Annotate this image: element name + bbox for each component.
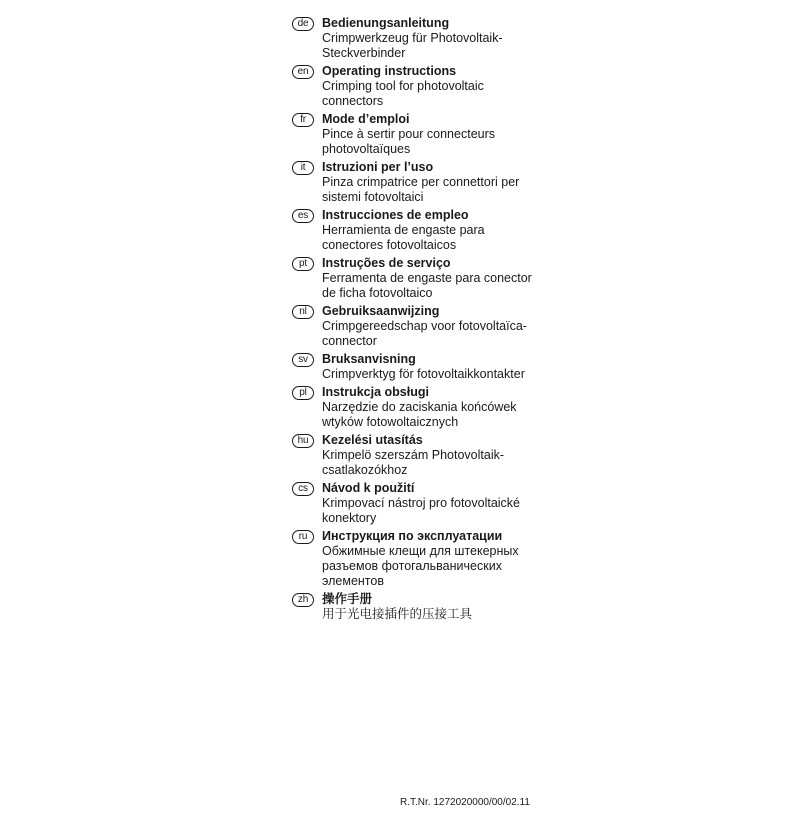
language-list: [292, 16, 552, 625]
language-title: Gebruiksaanwijzing: [322, 304, 440, 318]
language-title: Kezelési utasítás: [322, 433, 423, 447]
language-description: Обжимные клещи для штекерных разъемов фотогальванических элементов: [322, 544, 519, 588]
document-reference-number: R.T.Nr. 1272020000/00/02.11: [400, 797, 530, 808]
language-entry-es: [292, 208, 552, 253]
language-description: Crimpgereedschap voor fotovoltaïca-connector: [322, 319, 527, 348]
language-title: Istruzioni per l’uso: [322, 160, 434, 174]
language-description: 用于光电接插件的压接工具: [322, 607, 473, 621]
language-code-badge: es: [292, 209, 314, 223]
language-entry-pt: [292, 256, 552, 301]
language-description: Herramienta de engaste para conectores fotovoltaicos: [322, 223, 485, 252]
language-title: Návod k použití: [322, 481, 415, 495]
language-code-badge: sv: [292, 353, 314, 367]
language-entry-cs: [292, 481, 552, 526]
language-entry-de: [292, 16, 552, 61]
language-title: Инструкция по эксплуатации: [322, 529, 503, 543]
language-code-badge: fr: [292, 113, 314, 127]
language-description: Pince à sertir pour connecteurs photovoltaïques: [322, 127, 496, 156]
language-title: Bruksanvisning: [322, 352, 416, 366]
language-code-badge: it: [292, 161, 314, 175]
language-title: Instrukcja obsługi: [322, 385, 429, 399]
language-title: Instruções de serviço: [322, 256, 451, 270]
language-description: Krimpovací nástroj pro fotovoltaické konektory: [322, 496, 521, 525]
language-entry-pl: [292, 385, 552, 430]
language-description: Crimpverktyg för fotovoltaikkontakter: [322, 367, 525, 381]
language-entry-it: [292, 160, 552, 205]
language-entry-fr: [292, 112, 552, 157]
language-description: Krimpelö szerszám Photovoltaik-csatlakozókhoz: [322, 448, 505, 477]
language-title: Mode d’emploi: [322, 112, 410, 126]
language-description: Pinza crimpatrice per connettori per sistemi fotovoltaici: [322, 175, 520, 204]
language-code-badge: pl: [292, 386, 314, 400]
language-code-badge: cs: [292, 482, 314, 496]
language-description: Ferramenta de engaste para conector de ficha fotovoltaico: [322, 271, 532, 300]
language-title: Bedienungsanleitung: [322, 16, 450, 30]
language-code-badge: ru: [292, 530, 314, 544]
language-entry-nl: [292, 304, 552, 349]
language-title: Operating instructions: [322, 64, 457, 78]
language-code-badge: en: [292, 65, 314, 79]
language-code-badge: zh: [292, 593, 314, 607]
language-entry-hu: [292, 433, 552, 478]
language-description: Narzędzie do zaciskania końcówek wtyków fotowoltaicznych: [322, 400, 517, 429]
language-title: 操作手册: [322, 592, 373, 606]
language-entry-sv: [292, 352, 552, 382]
language-entry-en: [292, 64, 552, 109]
language-code-badge: pt: [292, 257, 314, 271]
language-code-badge: hu: [292, 434, 314, 448]
language-title: Instrucciones de empleo: [322, 208, 469, 222]
language-description: Crimping tool for photovoltaic connectors: [322, 79, 484, 108]
language-entry-ru: [292, 529, 552, 589]
language-code-badge: nl: [292, 305, 314, 319]
language-entry-zh: [292, 592, 552, 622]
language-code-badge: de: [292, 17, 314, 31]
language-description: Crimpwerkzeug für Photovoltaik-Steckverbinder: [322, 31, 503, 60]
